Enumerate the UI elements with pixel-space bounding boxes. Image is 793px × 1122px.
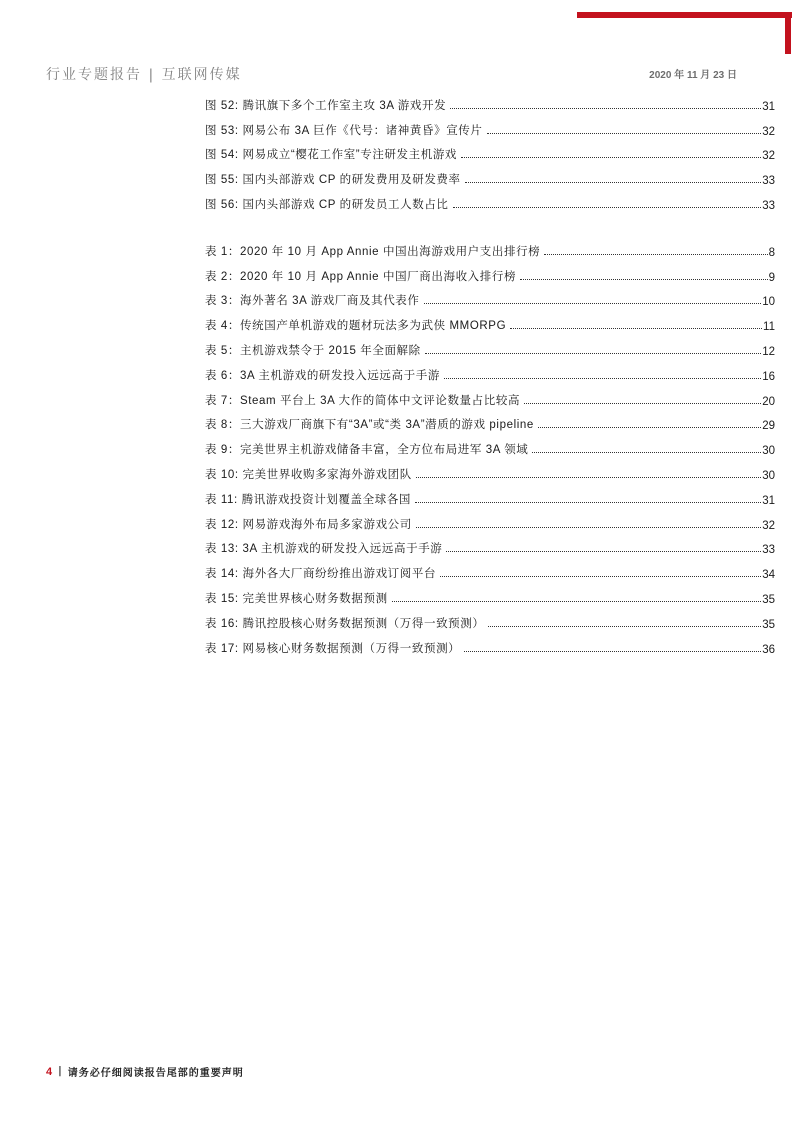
toc-entry-table[interactable]	[205, 284, 775, 309]
dot-leader	[488, 625, 761, 627]
toc-entry-label: 表 9：完美世界主机游戏储备丰富，全方位布局进军 3A 领域	[205, 444, 529, 457]
dot-leader	[524, 402, 761, 404]
toc-entry-label: 图 52: 腾讯旗下多个工作室主攻 3A 游戏开发	[205, 99, 447, 112]
dot-leader	[416, 476, 761, 478]
toc-entry-page: 29	[762, 420, 775, 433]
dot-leader	[461, 156, 761, 158]
toc-entry-figure[interactable]	[205, 162, 775, 187]
toc-entry-page: 30	[762, 469, 775, 482]
toc-entry-page: 20	[762, 395, 775, 408]
toc-entry-figure[interactable]	[205, 88, 775, 113]
toc-entry-label: 表 8：三大游戏厂商旗下有“3A”或“类 3A”潜质的游戏 pipeline	[205, 419, 534, 432]
toc-entry-label: 表 2：2020 年 10 月 App Annie 中国厂商出海收入排行榜	[205, 270, 517, 283]
toc-entry-figure[interactable]	[205, 187, 775, 212]
dot-leader	[416, 526, 761, 528]
toc-entry-label: 表 16: 腾讯控股核心财务数据预测（万得一致预测）	[205, 617, 485, 630]
toc-entry-label: 表 11: 腾讯游戏投资计划覆盖全球各国	[205, 493, 412, 506]
toc-entry-page: 31	[762, 494, 775, 507]
toc-entry-label: 图 56: 国内头部游戏 CP 的研发员工人数占比	[205, 198, 449, 211]
toc-entry-figure[interactable]	[205, 113, 775, 138]
toc-entry-page: 32	[762, 519, 775, 532]
page-number: 4	[46, 1065, 53, 1078]
toc-entry-page: 16	[762, 370, 775, 383]
dot-leader	[487, 132, 762, 134]
page-footer	[46, 1064, 244, 1079]
dot-leader	[425, 352, 761, 354]
toc-entry-label: 表 4：传统国产单机游戏的题材玩法多为武侠 MMORPG	[205, 320, 507, 333]
toc-entry-table[interactable]	[205, 383, 775, 408]
toc-entry-table[interactable]	[205, 259, 775, 284]
toc-entry-page: 36	[762, 643, 775, 656]
toc-entry-table[interactable]	[205, 631, 775, 656]
toc-entry-page: 32	[762, 125, 775, 138]
dot-leader	[440, 575, 761, 577]
toc-entry-table[interactable]	[205, 606, 775, 631]
toc-entry-table[interactable]	[205, 581, 775, 606]
toc-entry-page: 12	[762, 345, 775, 358]
toc-entry-page: 33	[762, 199, 775, 212]
toc-entry-page: 33	[762, 544, 775, 557]
dot-leader	[464, 650, 761, 652]
toc-entry-label: 表 10: 完美世界收购多家海外游戏团队	[205, 468, 412, 481]
dot-leader	[538, 426, 761, 428]
header-accent-bar	[577, 12, 792, 18]
dot-leader	[444, 377, 761, 379]
toc-entry-label: 表 3：海外著名 3A 游戏厂商及其代表作	[205, 295, 420, 308]
dot-leader	[450, 107, 761, 109]
toc-entry-label: 表 1：2020 年 10 月 App Annie 中国出海游戏用户支出排行榜	[205, 245, 541, 258]
toc-entry-label: 表 14: 海外各大厂商纷纷推出游戏订阅平台	[205, 568, 437, 581]
header-accent-bar-vertical	[785, 12, 791, 54]
toc-entry-figure[interactable]	[205, 138, 775, 163]
dot-leader	[446, 550, 761, 552]
dot-leader	[544, 253, 767, 255]
dot-leader	[532, 451, 761, 453]
table-list	[205, 234, 775, 656]
toc-entry-table[interactable]	[205, 358, 775, 383]
toc-entry-label: 图 53: 网易公布 3A 巨作《代号：诸神黄昏》宣传片	[205, 124, 483, 137]
dot-leader	[392, 600, 762, 602]
toc-entry-table[interactable]	[205, 308, 775, 333]
report-header-title: 行业专题报告 | 互联网传媒	[46, 67, 242, 83]
toc-entry-page: 35	[762, 618, 775, 631]
toc-entry-table[interactable]	[205, 532, 775, 557]
toc-entry-page: 10	[762, 296, 775, 309]
toc-entry-page: 31	[762, 100, 775, 113]
toc-entry-page: 32	[762, 150, 775, 163]
toc-entry-table[interactable]	[205, 457, 775, 482]
toc-entry-label: 表 5：主机游戏禁令于 2015 年全面解除	[205, 344, 421, 357]
toc-entry-page: 11	[763, 321, 775, 334]
dot-leader	[424, 302, 762, 304]
toc-entry-table[interactable]	[205, 408, 775, 433]
disclaimer-text: 请务必仔细阅读报告尾部的重要声明	[67, 1068, 244, 1079]
dot-leader	[415, 501, 761, 503]
toc-entry-table[interactable]	[205, 333, 775, 358]
toc-entry-label: 图 55: 国内头部游戏 CP 的研发费用及研发费率	[205, 174, 461, 187]
toc-entry-label: 表 6：3A 主机游戏的研发投入远远高于手游	[205, 369, 440, 382]
dot-leader	[520, 278, 768, 280]
toc-entry-page: 33	[762, 175, 775, 188]
toc-entry-table[interactable]	[205, 482, 775, 507]
toc-entry-label: 表 17: 网易核心财务数据预测（万得一致预测）	[205, 642, 461, 655]
toc-entry-table[interactable]	[205, 432, 775, 457]
toc-entry-label: 图 54: 网易成立“樱花工作室”专注研发主机游戏	[205, 149, 458, 162]
toc-entry-page: 35	[762, 593, 775, 606]
toc-entry-page: 34	[762, 569, 775, 582]
toc-entry-table[interactable]	[205, 234, 775, 259]
toc-entry-table[interactable]	[205, 507, 775, 532]
figure-list	[205, 88, 775, 212]
footer-separator: |	[58, 1066, 62, 1077]
toc-entry-label: 表 12: 网易游戏海外布局多家游戏公司	[205, 518, 412, 531]
toc-entry-page: 8	[768, 246, 775, 259]
toc-entry-page: 9	[768, 271, 775, 284]
toc-entry-label: 表 15: 完美世界核心财务数据预测	[205, 592, 388, 605]
toc-entry-label: 表 7：Steam 平台上 3A 大作的简体中文评论数量占比较高	[205, 394, 521, 407]
toc-entry-label: 表 13: 3A 主机游戏的研发投入远远高于手游	[205, 543, 443, 556]
dot-leader	[510, 327, 762, 329]
report-date: 2020 年 11 月 23 日	[649, 70, 737, 81]
toc-entry-table[interactable]	[205, 556, 775, 581]
dot-leader	[453, 206, 762, 208]
dot-leader	[465, 181, 762, 183]
toc-entry-page: 30	[762, 445, 775, 458]
